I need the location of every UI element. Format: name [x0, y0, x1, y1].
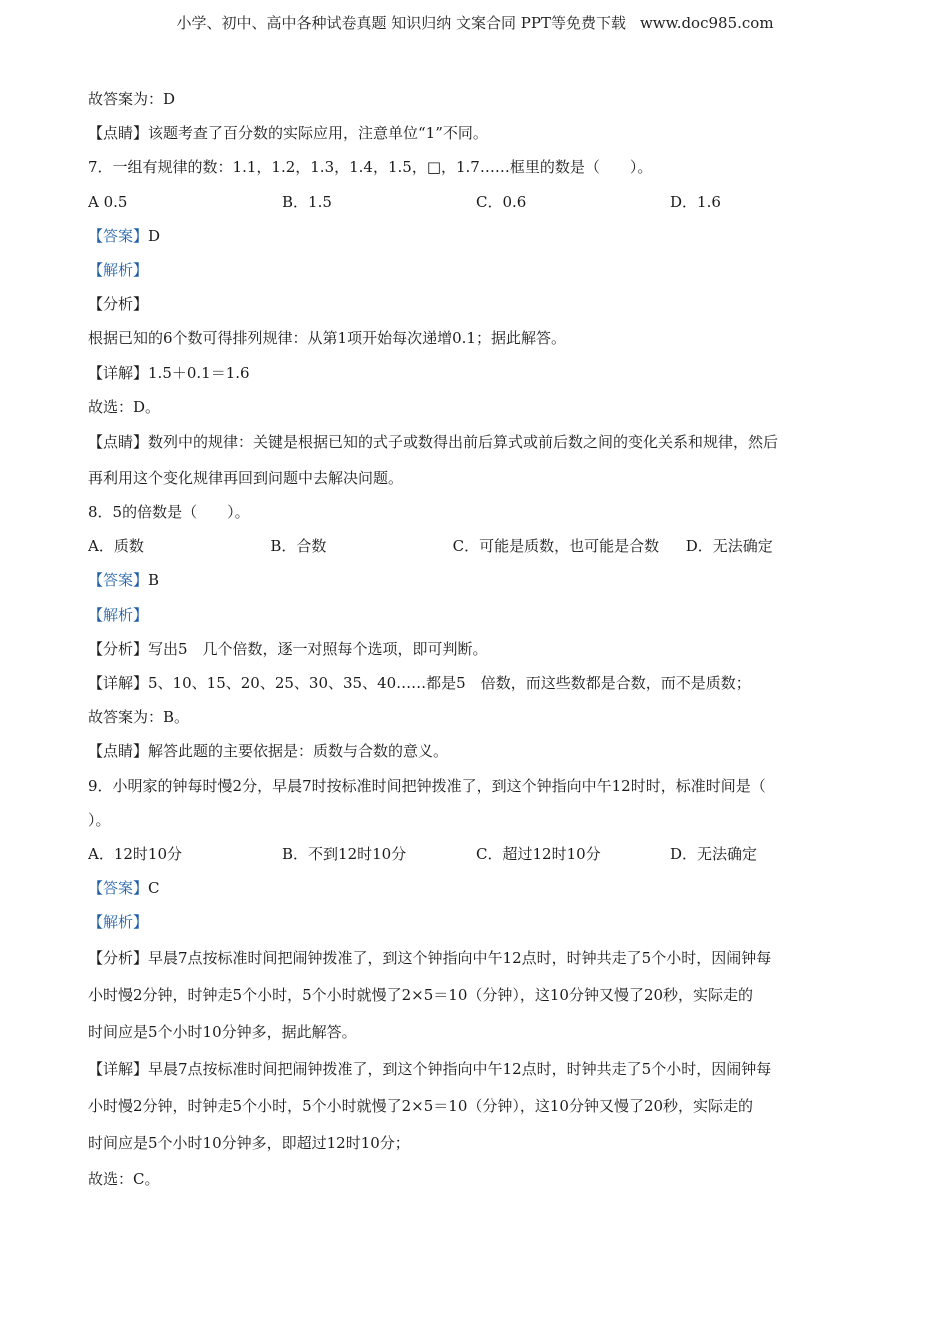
q9-stem-1: 9．小明家的钟每时慢2分，早晨7时按标准时间把钟拨准了，到这个钟指向中午12时时，标准时间是（ — [88, 776, 766, 795]
comment-text: 解答此题的主要依据是：质数与合数的意义。 — [148, 742, 449, 761]
q7-option-d: D．1.6 — [670, 192, 721, 211]
q8-stem: 8．5的倍数是（ ）。 — [88, 503, 250, 522]
fenxi-tag: 【分析】 — [88, 639, 149, 658]
q8-option-c: C．可能是质数，也可能是合数 — [452, 537, 660, 556]
answer-value: D — [148, 226, 161, 245]
q7-fenxi: 根据已知的6个数可得排列规律：从第1项开始每次递增0.1；据此解答。 — [88, 329, 566, 348]
fenxi-text: 早晨7点按标准时间把闹钟拨准了，到这个钟指向中午12点时，时钟共走了5个小时，因闹钟每 — [148, 948, 772, 967]
q8-option-d: D．无法确定 — [685, 537, 773, 556]
q7-option-a: A 0.5 — [88, 192, 128, 211]
q9-option-b: B．不到12时10分 — [282, 844, 407, 863]
q7-option-c: C．0.6 — [476, 192, 527, 211]
answer-tag: 【答案】 — [88, 879, 149, 898]
comment-tag: 【点睛】 — [88, 124, 149, 143]
q9-answer — [88, 871, 868, 905]
page-header — [0, 12, 950, 33]
q9-options — [88, 837, 868, 871]
q7-detail — [88, 356, 868, 390]
detail-text: 5、10、15、20、25、30、35、40……都是5 倍数，而这些数都是合数，而不是质数； — [148, 674, 751, 692]
header-text: 小学、初中、高中各种试卷真题 知识归纳 文案合同 PPT等免费下载 — [176, 14, 626, 32]
detail-text: 1.5＋0.1＝1.6 — [148, 363, 250, 382]
q9-fenxi-3: 时间应是5个小时10分钟多，据此解答。 — [88, 1022, 357, 1041]
fenxi-text: 写出5 几个倍数，逐一对照每个选项，即可判断。 — [148, 639, 488, 658]
comment-tag: 【点睛】 — [88, 432, 149, 451]
q8-fenxi — [88, 632, 868, 666]
q8-option-a: A．质数 — [88, 537, 144, 556]
q9-fenxi-1 — [88, 940, 868, 977]
q7-fenxi-tag: 【分析】 — [88, 295, 149, 314]
q9-detail-2: 小时慢2分钟，时钟走5个小时，5个小时就慢了2×5＝10（分钟），这10分钟又慢了20秒，实际走的 — [88, 1096, 754, 1115]
q7-stem: 7．一组有规律的数：1.1，1.2，1.3，1.4，1.5，□，1.7……框里的数是（ ）。 — [88, 158, 653, 177]
q7-answer — [88, 219, 868, 253]
q9-choose: 故选：C。 — [88, 1169, 160, 1188]
q9-detail-1 — [88, 1051, 868, 1088]
header-site-link[interactable]: www.doc985.com — [639, 14, 774, 32]
q8-answer — [88, 563, 868, 597]
prev-answer-line: 故答案为：D — [88, 90, 176, 108]
q8-analysis-tag: 【解析】 — [88, 605, 149, 624]
detail-text: 早晨7点按标准时间把闹钟拨准了，到这个钟指向中午12点时，时钟共走了5个小时，因闹钟每 — [148, 1059, 772, 1078]
q9-detail-3: 时间应是5个小时10分钟多，即超过12时10分； — [88, 1133, 410, 1152]
q8-option-b: B．合数 — [270, 537, 327, 556]
document-body — [88, 82, 868, 1196]
q8-comment — [88, 734, 868, 768]
q9-analysis-tag: 【解析】 — [88, 913, 149, 932]
answer-tag: 【答案】 — [88, 571, 149, 590]
q8-choose: 故答案为：B。 — [88, 708, 190, 727]
q7-comment-1 — [88, 424, 868, 461]
detail-tag: 【详解】 — [88, 674, 149, 692]
prev-comment — [88, 116, 868, 150]
q9-option-a: A．12时10分 — [88, 844, 183, 863]
q7-comment-2: 再利用这个变化规律再回到问题中去解决问题。 — [88, 468, 404, 487]
q9-option-d: D．无法确定 — [670, 844, 758, 863]
fenxi-tag: 【分析】 — [88, 948, 149, 967]
q7-option-b: B．1.5 — [282, 192, 332, 211]
q9-stem-2: ）。 — [88, 810, 111, 829]
q8-detail — [88, 666, 868, 700]
comment-text: 该题考查了百分数的实际应用，注意单位“1”不同。 — [148, 124, 488, 143]
q7-choose: 故选：D。 — [88, 397, 161, 416]
q9-fenxi-2: 小时慢2分钟，时钟走5个小时，5个小时就慢了2×5＝10（分钟），这10分钟又慢了20秒，实际走的 — [88, 985, 754, 1004]
q7-analysis-tag: 【解析】 — [88, 260, 149, 279]
answer-value: C — [148, 879, 160, 898]
q9-option-c: C．超过12时10分 — [476, 844, 601, 863]
comment-tag: 【点睛】 — [88, 742, 149, 761]
q7-options — [88, 185, 868, 219]
answer-tag: 【答案】 — [88, 226, 149, 245]
answer-value: B — [148, 571, 160, 590]
q8-options — [88, 529, 868, 563]
detail-tag: 【详解】 — [88, 363, 149, 382]
detail-tag: 【详解】 — [88, 1059, 149, 1078]
comment-text: 数列中的规律：关键是根据已知的式子或数得出前后算式或前后数之间的变化关系和规律，然后 — [148, 432, 779, 451]
